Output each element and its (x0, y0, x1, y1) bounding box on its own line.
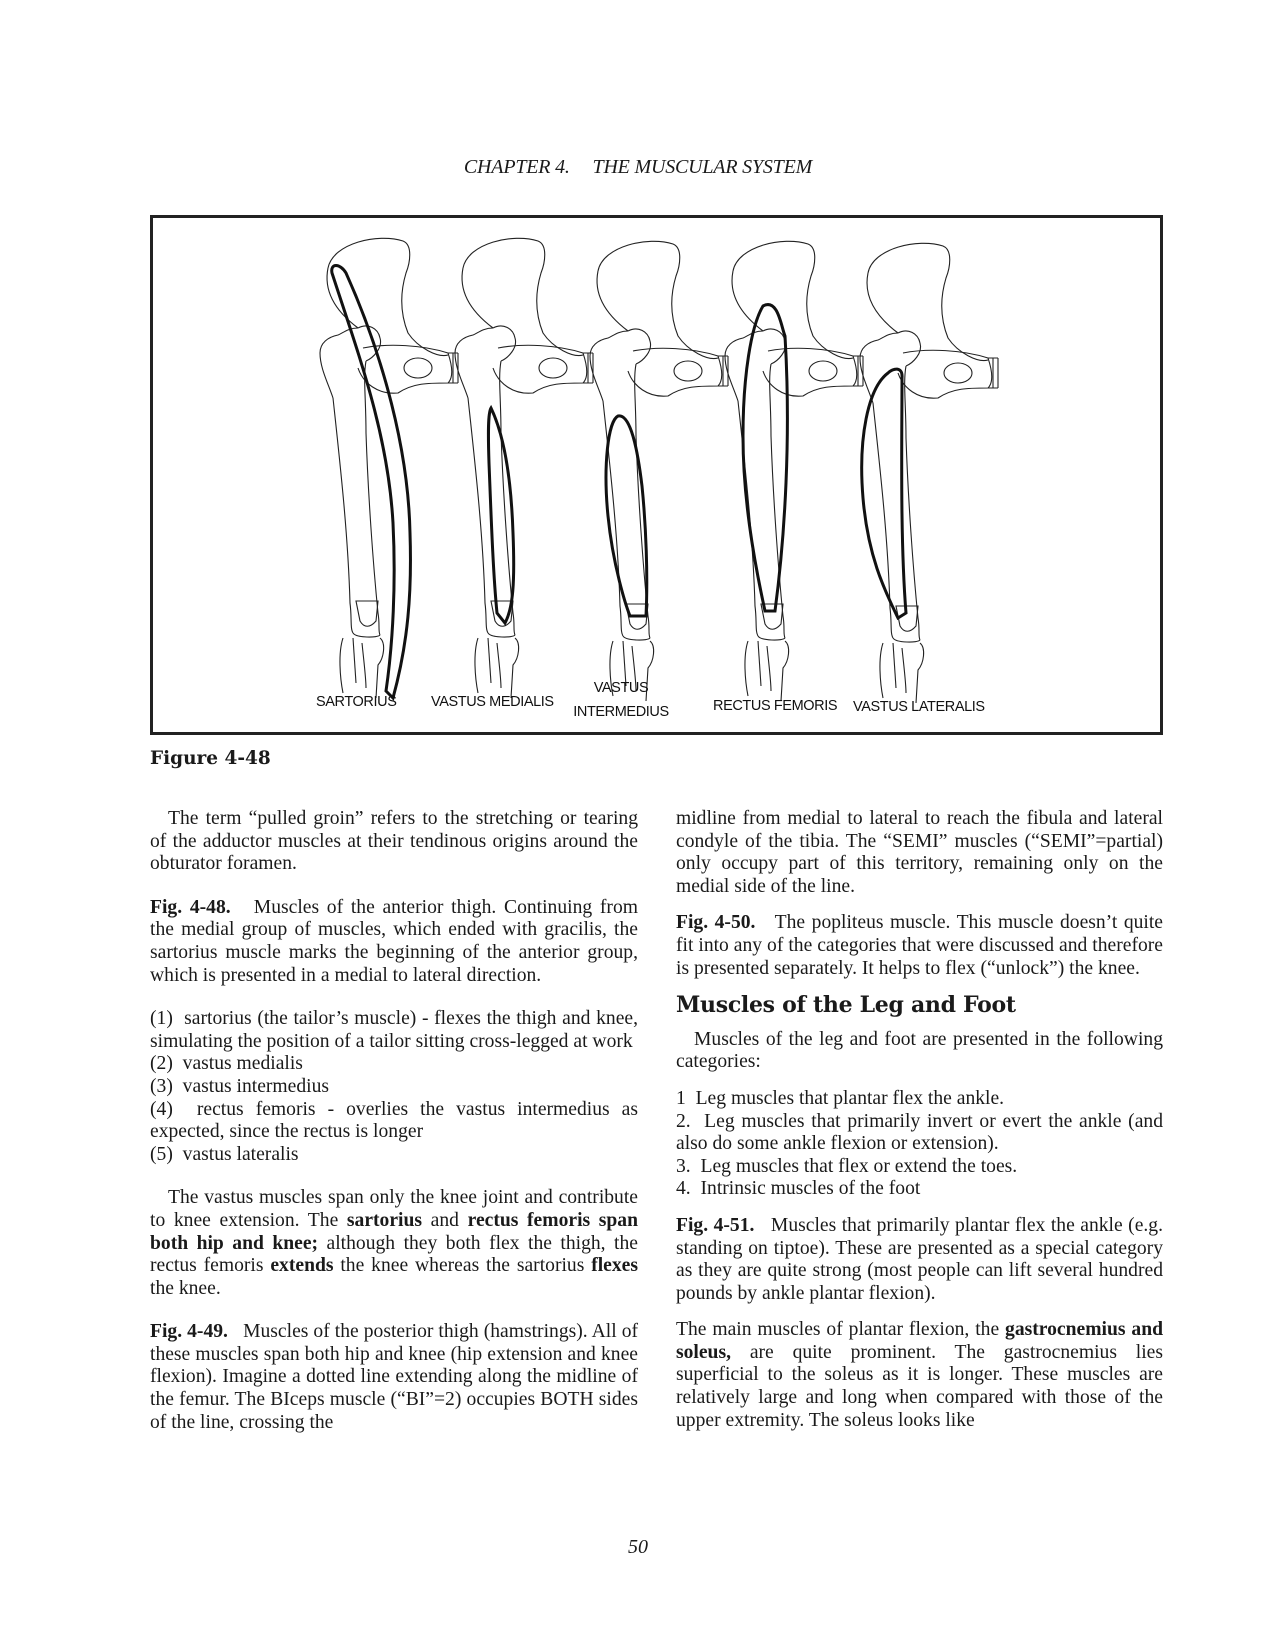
fig-4-50-text: The popliteus muscle. This muscle doesn’t quite fit into any of the categories that were discussed and therefore is presented separately. It helps to flex (“unlock”) the knee. (676, 912, 1163, 979)
leg-foot-category-list (676, 1088, 1163, 1201)
bold-gastrocnemius-soleus: gastrocnemius and soleus, (676, 1319, 1163, 1363)
list-item: (5) vastus lateralis (150, 1143, 299, 1165)
paragraph-fig-4-48 (150, 897, 638, 987)
bold-rectus-span: rectus femoris span both hip and knee; (150, 1209, 639, 1254)
fig-ref-4-50: Fig. 4-50. (676, 912, 756, 934)
list-item: 4. Intrinsic muscles of the foot (676, 1178, 921, 1200)
page-number: 50 (628, 1536, 648, 1558)
paragraph-gastrocnemius (676, 1319, 1163, 1432)
vastus-intermedius-drawing (590, 241, 728, 701)
text-run: the knee. (150, 1277, 221, 1299)
label-vastus-lateralis: VASTUS LATERALIS (853, 699, 985, 715)
sartorius-drawing (320, 238, 458, 698)
paragraph-vastus (150, 1187, 638, 1300)
vastus-lateralis-drawing (860, 243, 998, 703)
paragraph-fig-4-49 (150, 1321, 638, 1434)
paragraph-pulled-groin: The term “pulled groin” refers to the stretching or tearing of the adductor muscles at their tendinous origins around the obturator foramen. (150, 808, 638, 875)
fig-ref-4-48: Fig. 4-48. (150, 896, 231, 918)
chapter-number: CHAPTER 4. (463, 156, 570, 178)
bold-sartorius: sartorius (346, 1209, 423, 1231)
rectus-femoris-drawing (725, 241, 863, 701)
fig-4-51-text: Muscles that primarily plantar flex the ankle (e.g. standing on tiptoe). These are presented as a special category as they are quite strong (most people can lift several hundred pounds by ankle plantar flexion). (676, 1214, 1163, 1304)
section-heading: Muscles of the Leg and Foot (676, 992, 1016, 1019)
text-run: The vastus muscles span only the knee joint and contribute to knee extension. The (150, 1187, 638, 1231)
label-sartorius: SARTORIUS (316, 694, 397, 710)
list-item: (4) rectus femoris - overlies the vastus intermedius as expected, since the rectus is longer (150, 1098, 638, 1143)
label-vastus-intermedius (565, 676, 677, 724)
list-item: 2. Leg muscles that primarily invert or evert the ankle (and also do some ankle flexion or extension). (676, 1110, 1163, 1155)
label-vastus-intermedius-line2: INTERMEDIUS (573, 704, 669, 720)
paragraph-fig-4-51 (676, 1215, 1163, 1305)
fig-4-48-text: Muscles of the anterior thigh. Continuing from the medial group of muscles, which ended with gracilis, the sartorius muscle marks the beginning of the anterior group, which is presented in a medial to lateral direction. (150, 896, 638, 986)
left-column (150, 808, 638, 1455)
text-run: and (422, 1209, 468, 1231)
bold-extends: extends (270, 1255, 334, 1277)
paragraph-fig-4-50 (676, 912, 1163, 980)
fig-ref-4-49: Fig. 4-49. (150, 1321, 228, 1343)
running-header (0, 156, 1276, 179)
thigh-muscles-illustration (153, 218, 1160, 732)
chapter-title: THE MUSCULAR SYSTEM (592, 156, 813, 178)
list-item: (3) vastus intermedius (150, 1075, 330, 1097)
vastus-medialis-drawing (455, 238, 593, 698)
text-run: although they both flex the thigh, the rectus femoris (150, 1232, 638, 1277)
right-column (676, 808, 1163, 1453)
figure-caption: Figure 4-48 (150, 748, 271, 769)
list-item: (1) sartorius (the tailor’s muscle) - flexes the thigh and knee, simulating the position of a tailor sitting cross-legged at work (150, 1008, 638, 1052)
figure-4-48 (150, 215, 1163, 735)
label-vastus-intermedius-line1: VASTUS (593, 680, 649, 696)
anterior-thigh-list (150, 1008, 638, 1166)
text-run: the knee whereas the sartorius (333, 1255, 592, 1277)
label-rectus-femoris: RECTUS FEMORIS (713, 698, 838, 714)
list-item: 1 Leg muscles that plantar flex the ankle. (676, 1087, 1005, 1109)
fig-ref-4-51: Fig. 4-51. (676, 1214, 755, 1236)
list-item: (2) vastus medialis (150, 1053, 303, 1075)
paragraph-categories: Muscles of the leg and foot are presented in the following categories: (676, 1028, 1163, 1073)
text-run: are quite prominent. The gastrocnemius lies superficial to the soleus as it is longer. These muscles are relatively large and long when compared with those of the upper extremity. The soleus looks like (676, 1341, 1163, 1431)
bold-flexes: flexes (591, 1255, 638, 1277)
text-run: The main muscles of plantar flexion, the (676, 1319, 1006, 1341)
list-item: 3. Leg muscles that flex or extend the toes. (676, 1155, 1018, 1177)
label-vastus-medialis: VASTUS MEDIALIS (431, 694, 554, 710)
fig-4-49-text: Muscles of the posterior thigh (hamstrings). All of these muscles span both hip and knee (hip extension and knee flexion). Imagine a dotted line extending along the midline of the femur. The BIceps muscle (“BI”=2) occupies BOTH sides of the line, crossing the (150, 1321, 639, 1433)
paragraph-semi: midline from medial to lateral to reach the fibula and lateral condyle of the tibia. The “SEMI” muscles (“SEMI”=partial) only occupy part of this territory, remaining only on the medial side of the line. (676, 808, 1163, 897)
